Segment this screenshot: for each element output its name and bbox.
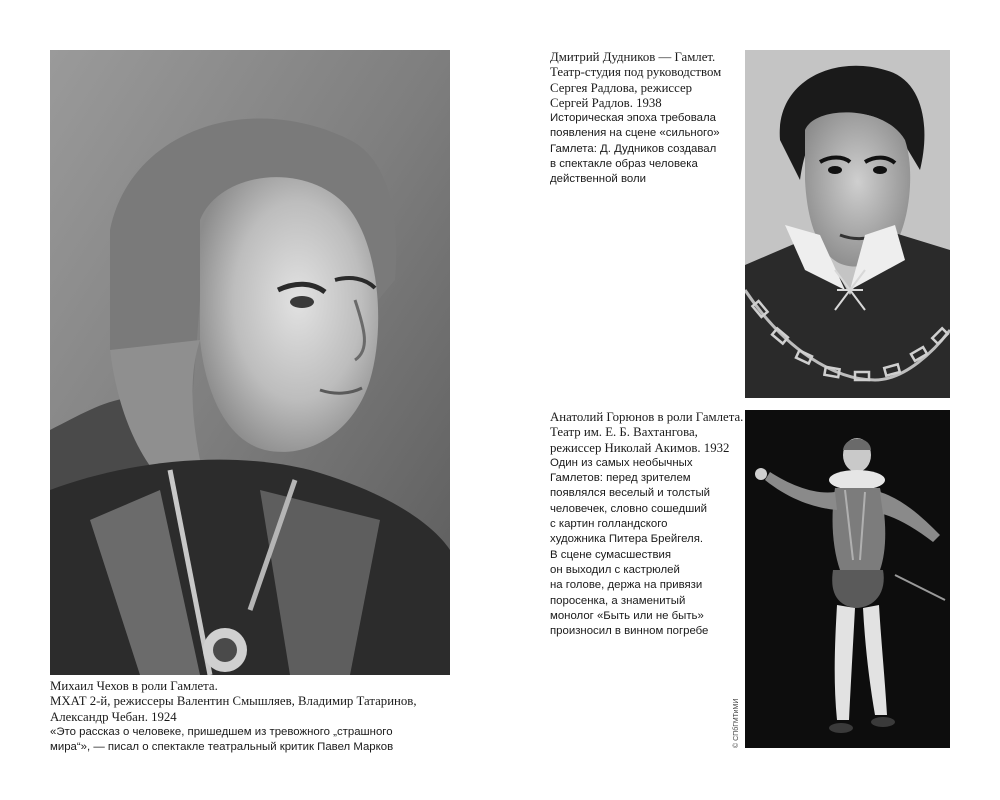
caption-desc-line: художника Питера Брейгеля.	[550, 533, 704, 546]
caption-goryunov	[550, 410, 744, 639]
caption-line: Театр им. Е. Б. Вахтангова,	[550, 425, 698, 440]
photo-chekhov-hamlet	[50, 50, 450, 675]
caption-desc-line: на голове, держа на привязи	[550, 579, 703, 592]
caption-desc-line: монолог «Быть или не быть»	[550, 609, 704, 622]
caption-line: МХАТ 2-й, режиссеры Валентин Смышляев, Владимир Татаринов,	[50, 694, 417, 709]
caption-quote-line: мира“», — писал о спектакле театральный критик Павел Марков	[50, 741, 394, 754]
copyright-credit: © СПбГМТиМИ	[733, 698, 740, 748]
portrait-chekhov-image	[50, 50, 450, 675]
caption-desc-line: Историческая эпоха требовала	[550, 112, 716, 125]
caption-desc-line: действенной воли	[550, 173, 646, 186]
caption-line: Александр Чебан. 1924	[50, 709, 177, 724]
photo-dudnikov-hamlet	[745, 50, 950, 398]
caption-line: Сергей Радлов. 1938	[550, 95, 662, 110]
caption-quote-line: «Это рассказ о человеке, пришедшем из тревожного „страшного	[50, 725, 393, 738]
caption-desc-line: человечек, словно сошедший	[550, 502, 707, 515]
caption-desc-line: он выходил с кастрюлей	[550, 563, 680, 576]
caption-desc-line: произносил в винном погребе	[550, 625, 709, 638]
caption-desc-line: В сцене сумасшествия	[550, 548, 672, 561]
caption-dudnikov	[550, 50, 735, 188]
caption-line: Михаил Чехов в роли Гамлета.	[50, 679, 218, 693]
caption-desc-line: поросенка, а знаменитый	[550, 594, 686, 607]
caption-desc-line: Гамлета: Д. Дудников создавал	[550, 142, 717, 155]
caption-line: Дмитрий Дудников — Гамлет.	[550, 50, 716, 64]
caption-desc-line: Один из самых необычных	[550, 456, 693, 469]
caption-desc-line: Гамлетов: перед зрителем	[550, 472, 691, 485]
caption-chekhov	[50, 679, 450, 755]
caption-line: режиссер Николай Акимов. 1932	[550, 440, 730, 455]
caption-line: Сергея Радлова, режиссер	[550, 80, 693, 95]
portrait-dudnikov-image	[745, 50, 950, 398]
photo-goryunov-hamlet	[745, 410, 950, 748]
caption-line: Анатолий Горюнов в роли Гамлета.	[550, 410, 744, 424]
caption-desc-line: появлялся веселый и толстый	[550, 487, 711, 500]
caption-line: Театр-студия под руководством	[550, 65, 722, 80]
caption-desc-line: в спектакле образ человека	[550, 158, 698, 171]
figure-goryunov-image	[745, 410, 950, 748]
caption-desc-line: с картин голландского	[550, 518, 668, 531]
caption-desc-line: появления на сцене «сильного»	[550, 127, 720, 140]
